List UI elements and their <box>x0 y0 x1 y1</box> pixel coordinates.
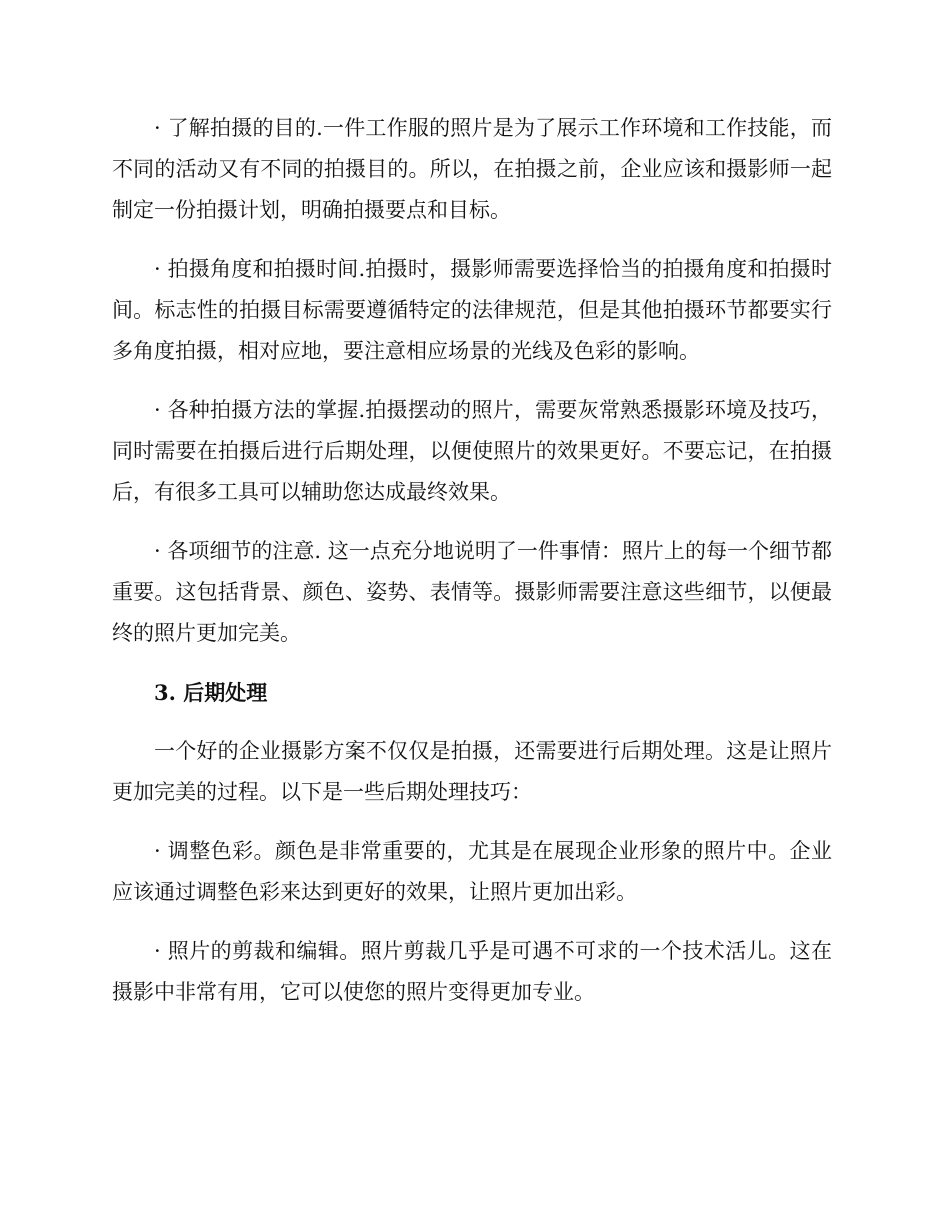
paragraph-shooting-purpose: · 了解拍摄的目的.一件工作服的照片是为了展示工作环境和工作技能，而不同的活动又有不同的拍摄目的。所以，在拍摄之前，企业应该和摄影师一起制定一份拍摄计划，明确拍摄要点和目标。 <box>112 116 832 222</box>
paragraph-crop-edit: · 照片的剪裁和编辑。照片剪裁几乎是可遇不可求的一个技术活儿。这在摄影中非常有用，它可以使您的照片变得更加专业。 <box>112 939 832 1004</box>
paragraph-detail-attention: · 各项细节的注意. 这一点充分地说明了一件事情：照片上的每一个细节都重要。这包括背景、颜色、姿势、表情等。摄影师需要注意这些细节，以便最终的照片更加完美。 <box>112 539 832 645</box>
paragraph-shooting-angle-time: · 拍摄角度和拍摄时间.拍摄时，摄影师需要选择恰当的拍摄角度和拍摄时间。标志性的拍摄目标需要遵循特定的法律规范，但是其他拍摄环节都要实行多角度拍摄，相对应地，要注意相应场景的光线及色彩的影响。 <box>112 257 832 363</box>
paragraph-color-adjustment: · 调整色彩。颜色是非常重要的，尤其是在展现企业形象的照片中。企业应该通过调整色彩来达到更好的效果，让照片更加出彩。 <box>112 839 832 904</box>
section-heading-post-processing: 3. 后期处理 <box>154 680 268 705</box>
paragraph-shooting-methods: · 各种拍摄方法的掌握.拍摄摆动的照片，需要灰常熟悉摄影环境及技巧，同时需要在拍摄后进行后期处理，以便使照片的效果更好。不要忘记，在拍摄后，有很多工具可以辅助您达成最终效果。 <box>112 398 832 504</box>
paragraph-post-processing-intro: 一个好的企业摄影方案不仅仅是拍摄，还需要进行后期处理。这是让照片更加完美的过程。以下是一些后期处理技巧： <box>112 739 832 804</box>
document-body <box>112 108 832 1031</box>
